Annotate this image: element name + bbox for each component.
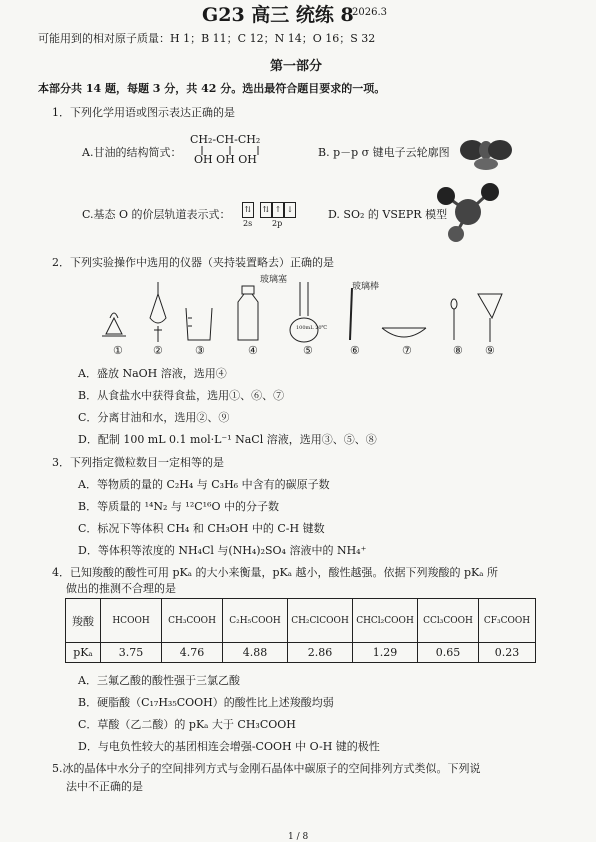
separatory-funnel-icon bbox=[150, 282, 166, 342]
q2-option-b: B．从食盐水中获得食盐，选用①、⑥、⑦ bbox=[78, 389, 285, 402]
orbital-2s: ⇅ bbox=[242, 202, 254, 218]
table-cell: C₂H₅COOH bbox=[223, 599, 288, 643]
q3-stem: 3．下列指定微粒数目一定相等的是 bbox=[52, 456, 224, 469]
instructions: 本部分共 14 题，每题 3 分，共 42 分。选出最符合题目要求的一项。 bbox=[38, 82, 386, 95]
q1-option-d: D. SO₂ 的 VSEPR 模型 bbox=[328, 208, 448, 221]
label-glass-stopper: 玻璃塞 bbox=[260, 275, 288, 285]
pka-table bbox=[65, 598, 536, 663]
so2-vsepr-model-icon bbox=[432, 178, 504, 244]
q2-option-c: C．分离甘油和水，选用②、⑨ bbox=[78, 411, 230, 424]
table-cell: CH₃COOH bbox=[162, 599, 223, 643]
table-cell: 2.86 bbox=[288, 643, 353, 663]
apparatus-number: ③ bbox=[195, 344, 205, 357]
funnel-icon bbox=[478, 294, 502, 342]
part-heading: 第一部分 bbox=[270, 59, 323, 74]
sigma-bond-orbital-icon bbox=[458, 132, 514, 172]
exam-date: 2026.3 bbox=[352, 7, 387, 18]
table-cell: 4.76 bbox=[162, 643, 223, 663]
atomic-masses: 可能用到的相对原子质量：H 1；B 11；C 12；N 14；O 16；S 32 bbox=[38, 32, 376, 45]
orbital-2p-2: ↑ bbox=[272, 202, 284, 218]
table-cell: CF₃COOH bbox=[479, 599, 536, 643]
table-cell: HCOOH bbox=[101, 599, 162, 643]
apparatus-number: ⑤ bbox=[303, 344, 313, 357]
label-glass-rod: 玻璃棒 bbox=[352, 282, 380, 292]
q5-stem-line1: 5.冰的晶体中水分子的空间排列方式与金刚石晶体中碳原子的空间排列方式类似。下列说 bbox=[52, 762, 481, 775]
lab-apparatus-row bbox=[100, 282, 520, 344]
q1-a-formula-bottom: OH OH OH bbox=[194, 153, 257, 166]
q2-option-a: A．盛放 NaOH 溶液，选用④ bbox=[78, 367, 227, 380]
apparatus-number: ⑧ bbox=[453, 344, 463, 357]
q3-option-a: A．等物质的量的 C₂H₄ 与 C₃H₆ 中含有的碳原子数 bbox=[78, 478, 330, 491]
q1-a-formula-top: CH₂-CH-CH₂ bbox=[190, 133, 261, 146]
orbital-2p-3: ↓ bbox=[284, 202, 296, 218]
orbital-2p-label: 2p bbox=[272, 219, 283, 228]
volumetric-flask-icon bbox=[290, 282, 318, 342]
apparatus-number: ⑦ bbox=[402, 344, 412, 357]
table-head-acid: 羧酸 bbox=[66, 599, 101, 643]
apparatus-number: ④ bbox=[248, 344, 258, 357]
q4-option-b: B．硬脂酸（C₁₇H₃₅COOH）的酸性比上述羧酸均弱 bbox=[78, 696, 334, 709]
q4-stem-line1: 4．已知羧酸的酸性可用 pKₐ 的大小来衡量，pKₐ 越小，酸性越强。依据下列羧酸的 pKₐ 所 bbox=[52, 566, 498, 579]
q4-option-c: C．草酸（乙二酸）的 pKₐ 大于 CH₃COOH bbox=[78, 718, 296, 731]
q2-stem: 2．下列实验操作中选用的仪器（夹持装置略去）正确的是 bbox=[52, 256, 334, 269]
crucible-icon bbox=[102, 313, 126, 336]
apparatus-number: ① bbox=[113, 344, 123, 357]
q4-stem-line2: 做出的推测不合理的是 bbox=[66, 582, 176, 595]
q4-option-d: D．与电负性较大的基团相连会增强-COOH 中 O-H 键的极性 bbox=[78, 740, 380, 753]
apparatus-number: ⑨ bbox=[485, 344, 495, 357]
q2-option-d: D．配制 100 mL 0.1 mol·L⁻¹ NaCl 溶液，选用③、⑤、⑧ bbox=[78, 433, 377, 446]
orbital-2s-label: 2s bbox=[243, 219, 253, 228]
table-cell: 1.29 bbox=[353, 643, 418, 663]
q3-option-b: B．等质量的 ¹⁴N₂ 与 ¹²C¹⁶O 中的分子数 bbox=[78, 500, 279, 513]
table-row bbox=[66, 643, 536, 663]
table-cell: 4.88 bbox=[223, 643, 288, 663]
table-row bbox=[66, 599, 536, 643]
apparatus-number: ⑥ bbox=[350, 344, 360, 357]
q1-stem: 1．下列化学用语或图示表达正确的是 bbox=[52, 106, 235, 119]
q4-option-a: A．三氟乙酸的酸性强于三氯乙酸 bbox=[78, 674, 240, 687]
q1-option-b: B. p－p σ 键电子云轮廓图 bbox=[318, 146, 450, 159]
table-cell: 0.23 bbox=[479, 643, 536, 663]
dropper-icon bbox=[451, 299, 457, 340]
q1-option-a: A.甘油的结构简式： bbox=[82, 146, 182, 159]
evaporating-dish-icon bbox=[382, 328, 426, 337]
flask-marking: 100mL 20℃ bbox=[296, 325, 328, 331]
orbital-2p-1: ⇅ bbox=[260, 202, 272, 218]
beaker-icon bbox=[186, 308, 212, 340]
q3-option-c: C．标况下等体积 CH₄ 和 CH₃OH 中的 C-H 键数 bbox=[78, 522, 325, 535]
q3-option-d: D．等体积等浓度的 NH₄Cl 与(NH₄)₂SO₄ 溶液中的 NH₄⁺ bbox=[78, 544, 367, 557]
q5-stem-line2: 法中不正确的是 bbox=[66, 780, 143, 793]
reagent-bottle-icon bbox=[238, 286, 258, 340]
apparatus-number: ② bbox=[153, 344, 163, 357]
q1-option-c: C.基态 O 的价层轨道表示式： bbox=[82, 208, 231, 221]
table-cell: 3.75 bbox=[101, 643, 162, 663]
page-number: 1 / 8 bbox=[288, 832, 309, 842]
table-cell: 0.65 bbox=[418, 643, 479, 663]
glycerol-bonds-icon bbox=[196, 146, 266, 156]
table-head-pka: pKₐ bbox=[66, 643, 101, 663]
exam-title: G23 高三 统练 8 bbox=[202, 4, 354, 26]
glass-rod-icon bbox=[350, 288, 352, 340]
table-cell: CHCl₂COOH bbox=[353, 599, 418, 643]
table-cell: CCl₃COOH bbox=[418, 599, 479, 643]
table-cell: CH₂ClCOOH bbox=[288, 599, 353, 643]
